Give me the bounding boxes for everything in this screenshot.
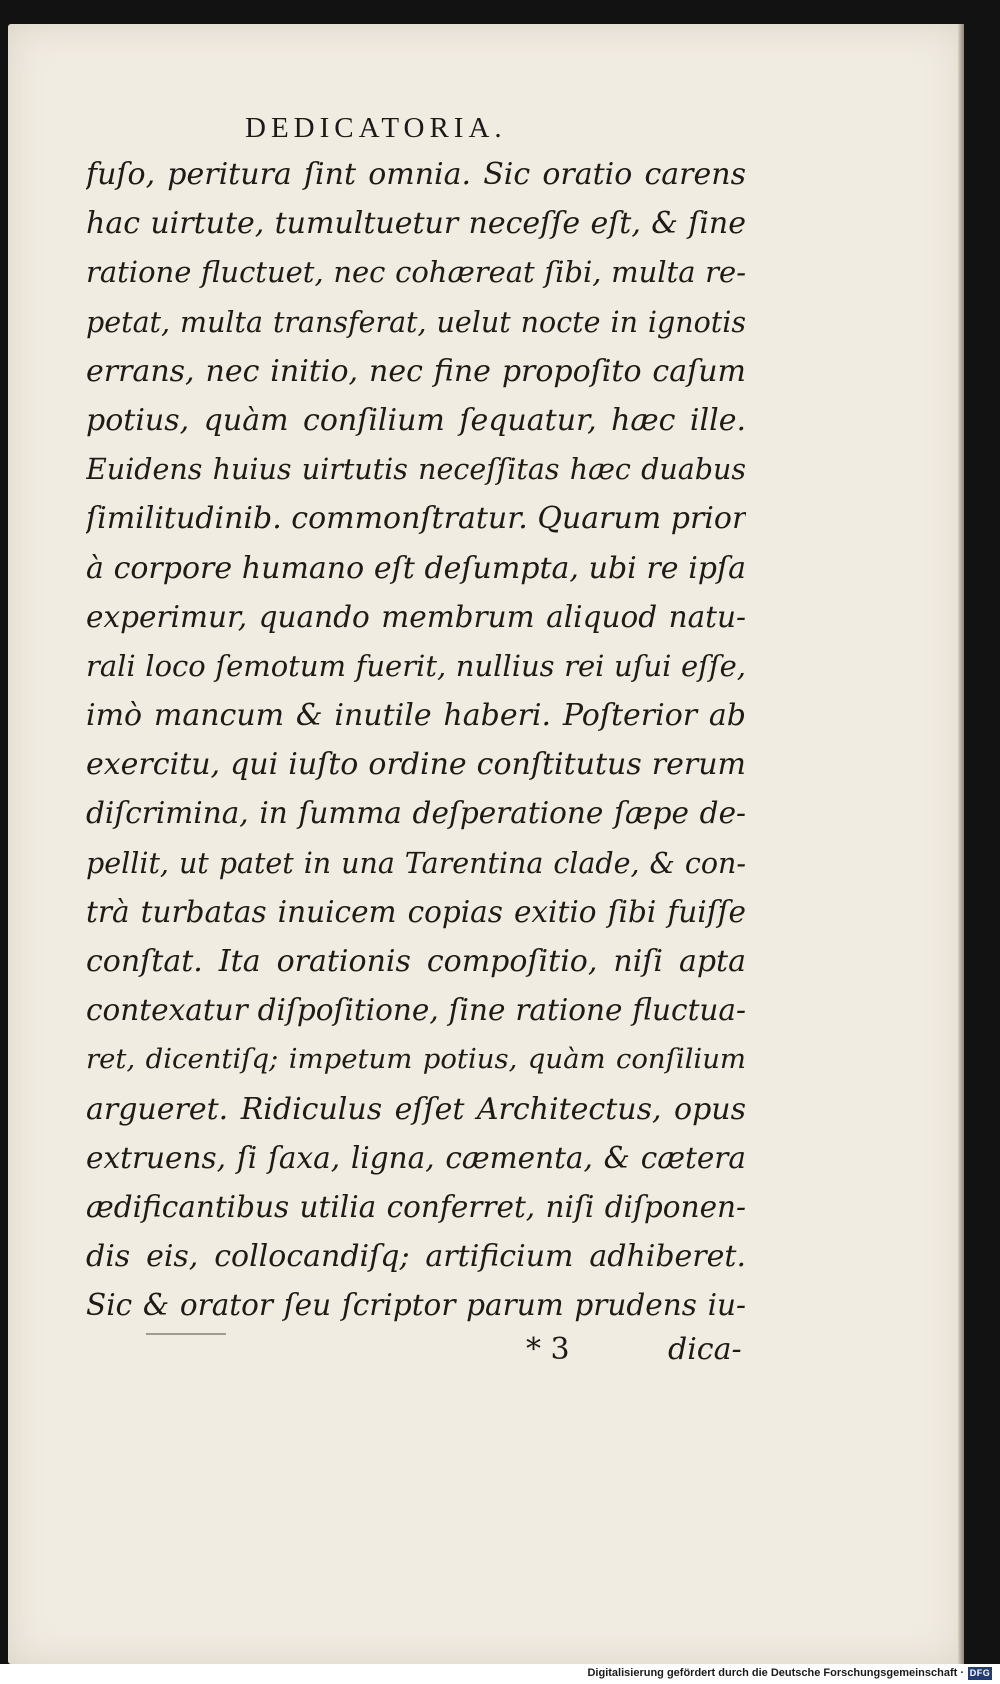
text-line: ret, dicentiſq; impetum potius, quàm conſilium: [86, 1043, 746, 1076]
text-line: contexatur diſpoſitione, ſine ratione fluctua-: [86, 993, 746, 1028]
text-line: rali loco ſemotum fuerit, nullius rei uſui eſſe,: [86, 648, 746, 683]
text-line: à corpore humano eſt deſumpta, ubi re ipſa: [86, 550, 746, 586]
text-line: pellit, ut patet in una Tarentina clade, & con-: [86, 846, 746, 880]
text-line: ædificantibus utilia conferret, niſi diſponen-: [86, 1189, 746, 1224]
catch-row: [0, 1332, 1000, 1382]
page-edge: [958, 24, 964, 1664]
text-line: imò mancum & inutile haberi. Poſterior ab: [86, 698, 746, 734]
body-text: [86, 150, 746, 1331]
text-line: exercitu, qui iuſto ordine conſtitutus rerum: [86, 747, 746, 783]
text-line: petat, multa transferat, uelut nocte in ignotis: [86, 305, 746, 339]
signature-mark: * 3: [526, 1332, 570, 1367]
text-line: hac uirtute, tumultuetur neceſſe eſt, & ſine: [86, 206, 746, 242]
text-line: ratione fluctuet, nec cohæreat ſibi, multa re-: [86, 255, 746, 290]
text-line: potius, quàm conſilium ſequatur, hæc ille.: [86, 402, 746, 438]
text-line: fuſo, peritura ſint omnia. Sic oratio carens: [86, 157, 746, 192]
catchword: dica-: [668, 1332, 742, 1367]
text-line: errans, nec initio, nec fine propoſito caſum: [86, 353, 746, 389]
text-line: ſimilitudinib. commonſtratur. Quarum prior: [86, 501, 746, 537]
dfg-logo: DFG: [969, 1668, 991, 1678]
text-line: conſtat. Ita orationis compoſitio, niſi apta: [86, 944, 746, 979]
text-line: dis eis, collocandiſq; artificium adhiberet.: [86, 1239, 746, 1275]
text-line: experimur, quando membrum aliquod natu-: [86, 599, 746, 634]
text-line: diſcrimina, in ſumma deſperatione ſæpe de-: [86, 796, 746, 831]
text-line: trà turbatas inuicem copias exitio ſibi fuiſſe: [86, 894, 746, 929]
text-line: extruens, ſi ſaxa, ligna, cæmenta, & cætera: [86, 1140, 746, 1175]
text-line: argueret. Ridiculus eſſet Architectus, opus: [86, 1091, 746, 1127]
running-head: DEDICATORIA.: [245, 112, 507, 144]
text-line: Euidens huius uirtutis neceſſitas hæc duabus: [86, 453, 746, 487]
text-line: Sic & orator ſeu ſcriptor parum prudens iu-: [86, 1288, 746, 1323]
footer-credit: Digitalisierung gefördert durch die Deutsche Forschungsgemeinschaft ·: [587, 1667, 964, 1679]
